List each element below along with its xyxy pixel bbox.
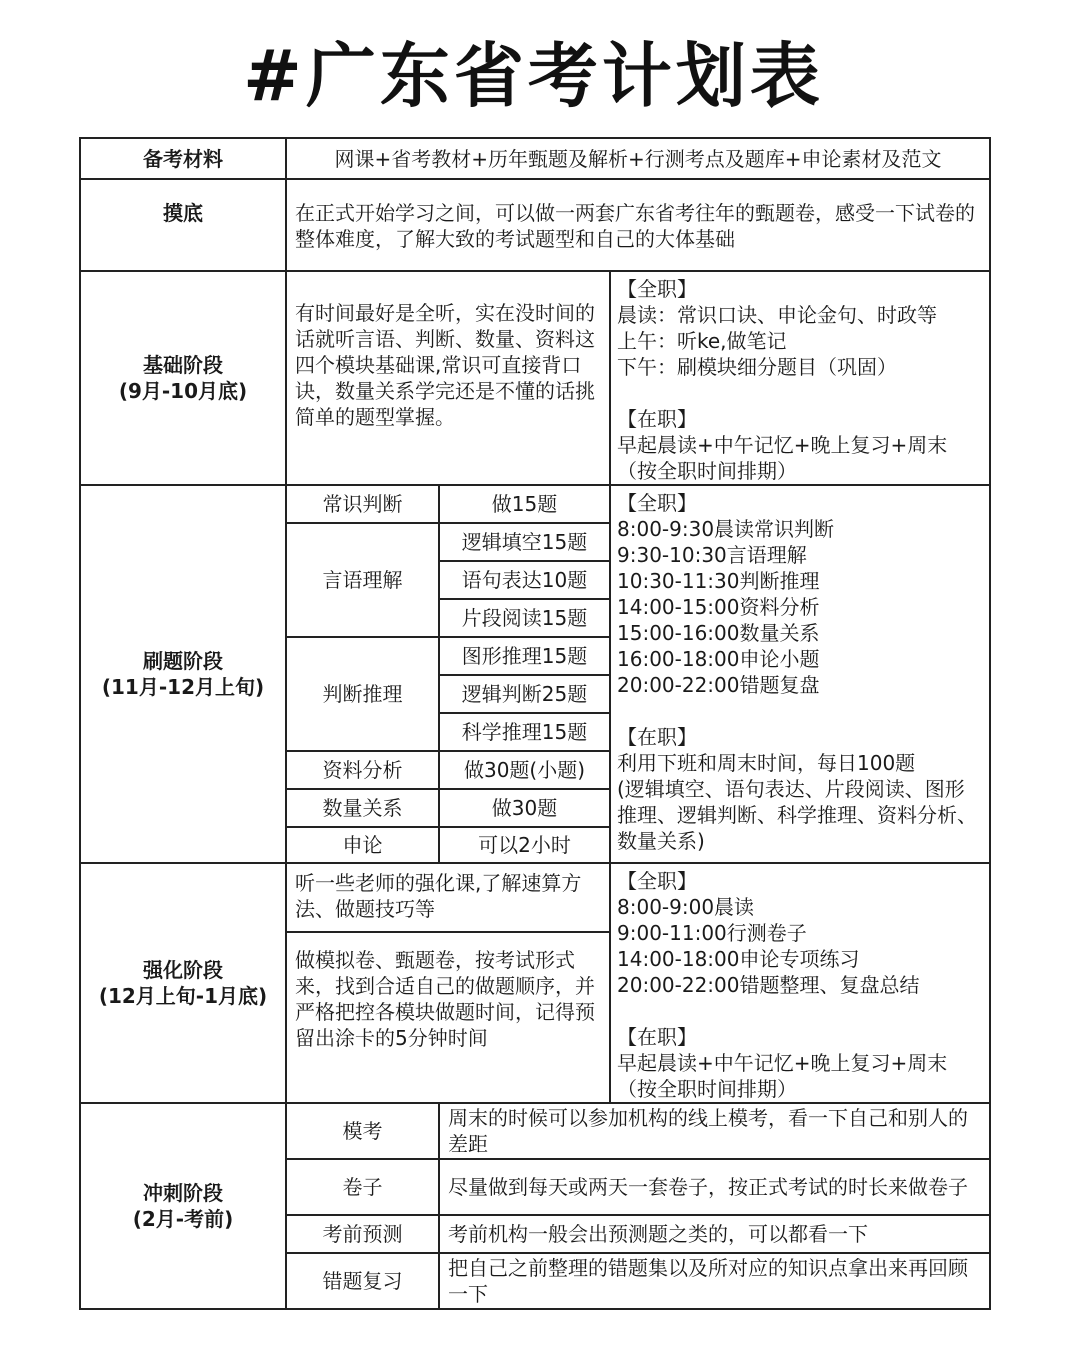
strengthen-stage-label: 强化阶段 — [143, 958, 223, 982]
sprint-item-text: 尽量做到每天或两天一套卷子，按正式考试的时长来做卷子 — [439, 1159, 990, 1215]
materials-label: 备考材料 — [80, 138, 286, 179]
strengthen-row-1 — [80, 863, 990, 932]
strengthen-advice-2: 做模拟卷、甄题卷，按考试形式来，找到合适自己的做题顺序，并严格把控各模块做题时间，记得预留出涂卡的5分钟时间 — [286, 932, 610, 1103]
basic-advice: 有时间最好是全听，实在没时间的话就听言语、判断、数量、资料这四个模块基础课,常识可直接背口诀，数量关系学完还是不懂的话挑简单的题型掌握。 — [286, 271, 610, 485]
reasoning-item: 逻辑判断25题 — [439, 675, 610, 713]
data-analysis-name: 资料分析 — [286, 751, 439, 789]
sprint-item-name: 模考 — [286, 1103, 439, 1159]
probe-text: 在正式开始学习之间，可以做一两套广东省考往年的甄题卷，感受一下试卷的整体难度，了解大致的考试题型和自己的大体基础 — [286, 179, 990, 271]
sprint-item-name: 考前预测 — [286, 1215, 439, 1253]
basic-stage-cell — [80, 271, 286, 485]
common-sense-name: 常识判断 — [286, 485, 439, 523]
basic-row — [80, 271, 990, 485]
sprint-item-text: 考前机构一般会出预测题之类的，可以都看一下 — [439, 1215, 990, 1253]
materials-row — [80, 138, 990, 179]
quantity-name: 数量关系 — [286, 789, 439, 827]
common-sense-value: 做15题 — [439, 485, 610, 523]
quantity-value: 做30题 — [439, 789, 610, 827]
data-analysis-value: 做30题(小题) — [439, 751, 610, 789]
sprint-item-text: 把自己之前整理的错题集以及所对应的知识点拿出来再回顾一下 — [439, 1253, 990, 1309]
reasoning-item: 图形推理15题 — [439, 637, 610, 675]
practice-stage-cell — [80, 485, 286, 863]
strengthen-stage-cell — [80, 863, 286, 1103]
probe-row — [80, 179, 990, 271]
verbal-item: 逻辑填空15题 — [439, 523, 610, 561]
sprint-stage-cell — [80, 1103, 286, 1309]
probe-label: 摸底 — [80, 179, 286, 271]
essay-value: 可以2小时 — [439, 827, 610, 863]
sprint-item-name: 错题复习 — [286, 1253, 439, 1309]
strengthen-schedule: 【全职】 8:00-9:00晨读 9:00-11:00行测卷子 14:00-18:00申论专项练习 20:00-22:00错题整理、复盘总结 【在职】 早起晨读+中午记忆+晚上复习+周末 （按全职时间排期） — [610, 863, 990, 1103]
basic-schedule: 【全职】 晨读：常识口诀、申论金句、时政等 上午：听ke,做笔记 下午：刷模块细分题目（巩固） 【在职】 早起晨读+中午记忆+晚上复习+周末 （按全职时间排期） — [610, 271, 990, 485]
sprint-row-1 — [80, 1103, 990, 1159]
verbal-item: 片段阅读15题 — [439, 599, 610, 637]
sprint-stage-label: 冲刺阶段 — [143, 1181, 223, 1205]
verbal-item: 语句表达10题 — [439, 561, 610, 599]
sprint-item-text: 周末的时候可以参加机构的线上模考，看一下自己和别人的差距 — [439, 1103, 990, 1159]
practice-stage-period: (11月-12月上旬) — [101, 675, 265, 699]
materials-text: 网课+省考教材+历年甄题及解析+行测考点及题库+申论素材及范文 — [286, 138, 990, 179]
strengthen-stage-period: (12月上旬-1月底) — [98, 984, 268, 1008]
practice-stage-label: 刷题阶段 — [143, 649, 223, 673]
practice-schedule: 【全职】 8:00-9:30晨读常识判断 9:30-10:30言语理解 10:30-11:30判断推理 14:00-15:00资料分析 15:00-16:00数量关系 16:00-18:00申论小题 20:00-22:00错题复盘 【在职】 利用下班和周末时间，每日100题 (逻辑填空、语句表达、片段阅读、图形推理、逻辑判断、科学推理、资料分析、数量关系) — [610, 485, 990, 863]
practice-row — [80, 485, 990, 523]
basic-stage-period: (9月-10月底) — [118, 379, 248, 403]
essay-name: 申论 — [286, 827, 439, 863]
sprint-stage-period: (2月-考前) — [132, 1207, 234, 1231]
strengthen-advice-1: 听一些老师的强化课,了解速算方法、做题技巧等 — [286, 863, 610, 932]
plan-table — [79, 137, 991, 1310]
reasoning-name: 判断推理 — [286, 637, 439, 751]
page-title: #广东省考计划表 — [243, 35, 824, 117]
basic-stage-label: 基础阶段 — [143, 353, 223, 377]
sprint-item-name: 卷子 — [286, 1159, 439, 1215]
verbal-name: 言语理解 — [286, 523, 439, 637]
reasoning-item: 科学推理15题 — [439, 713, 610, 751]
